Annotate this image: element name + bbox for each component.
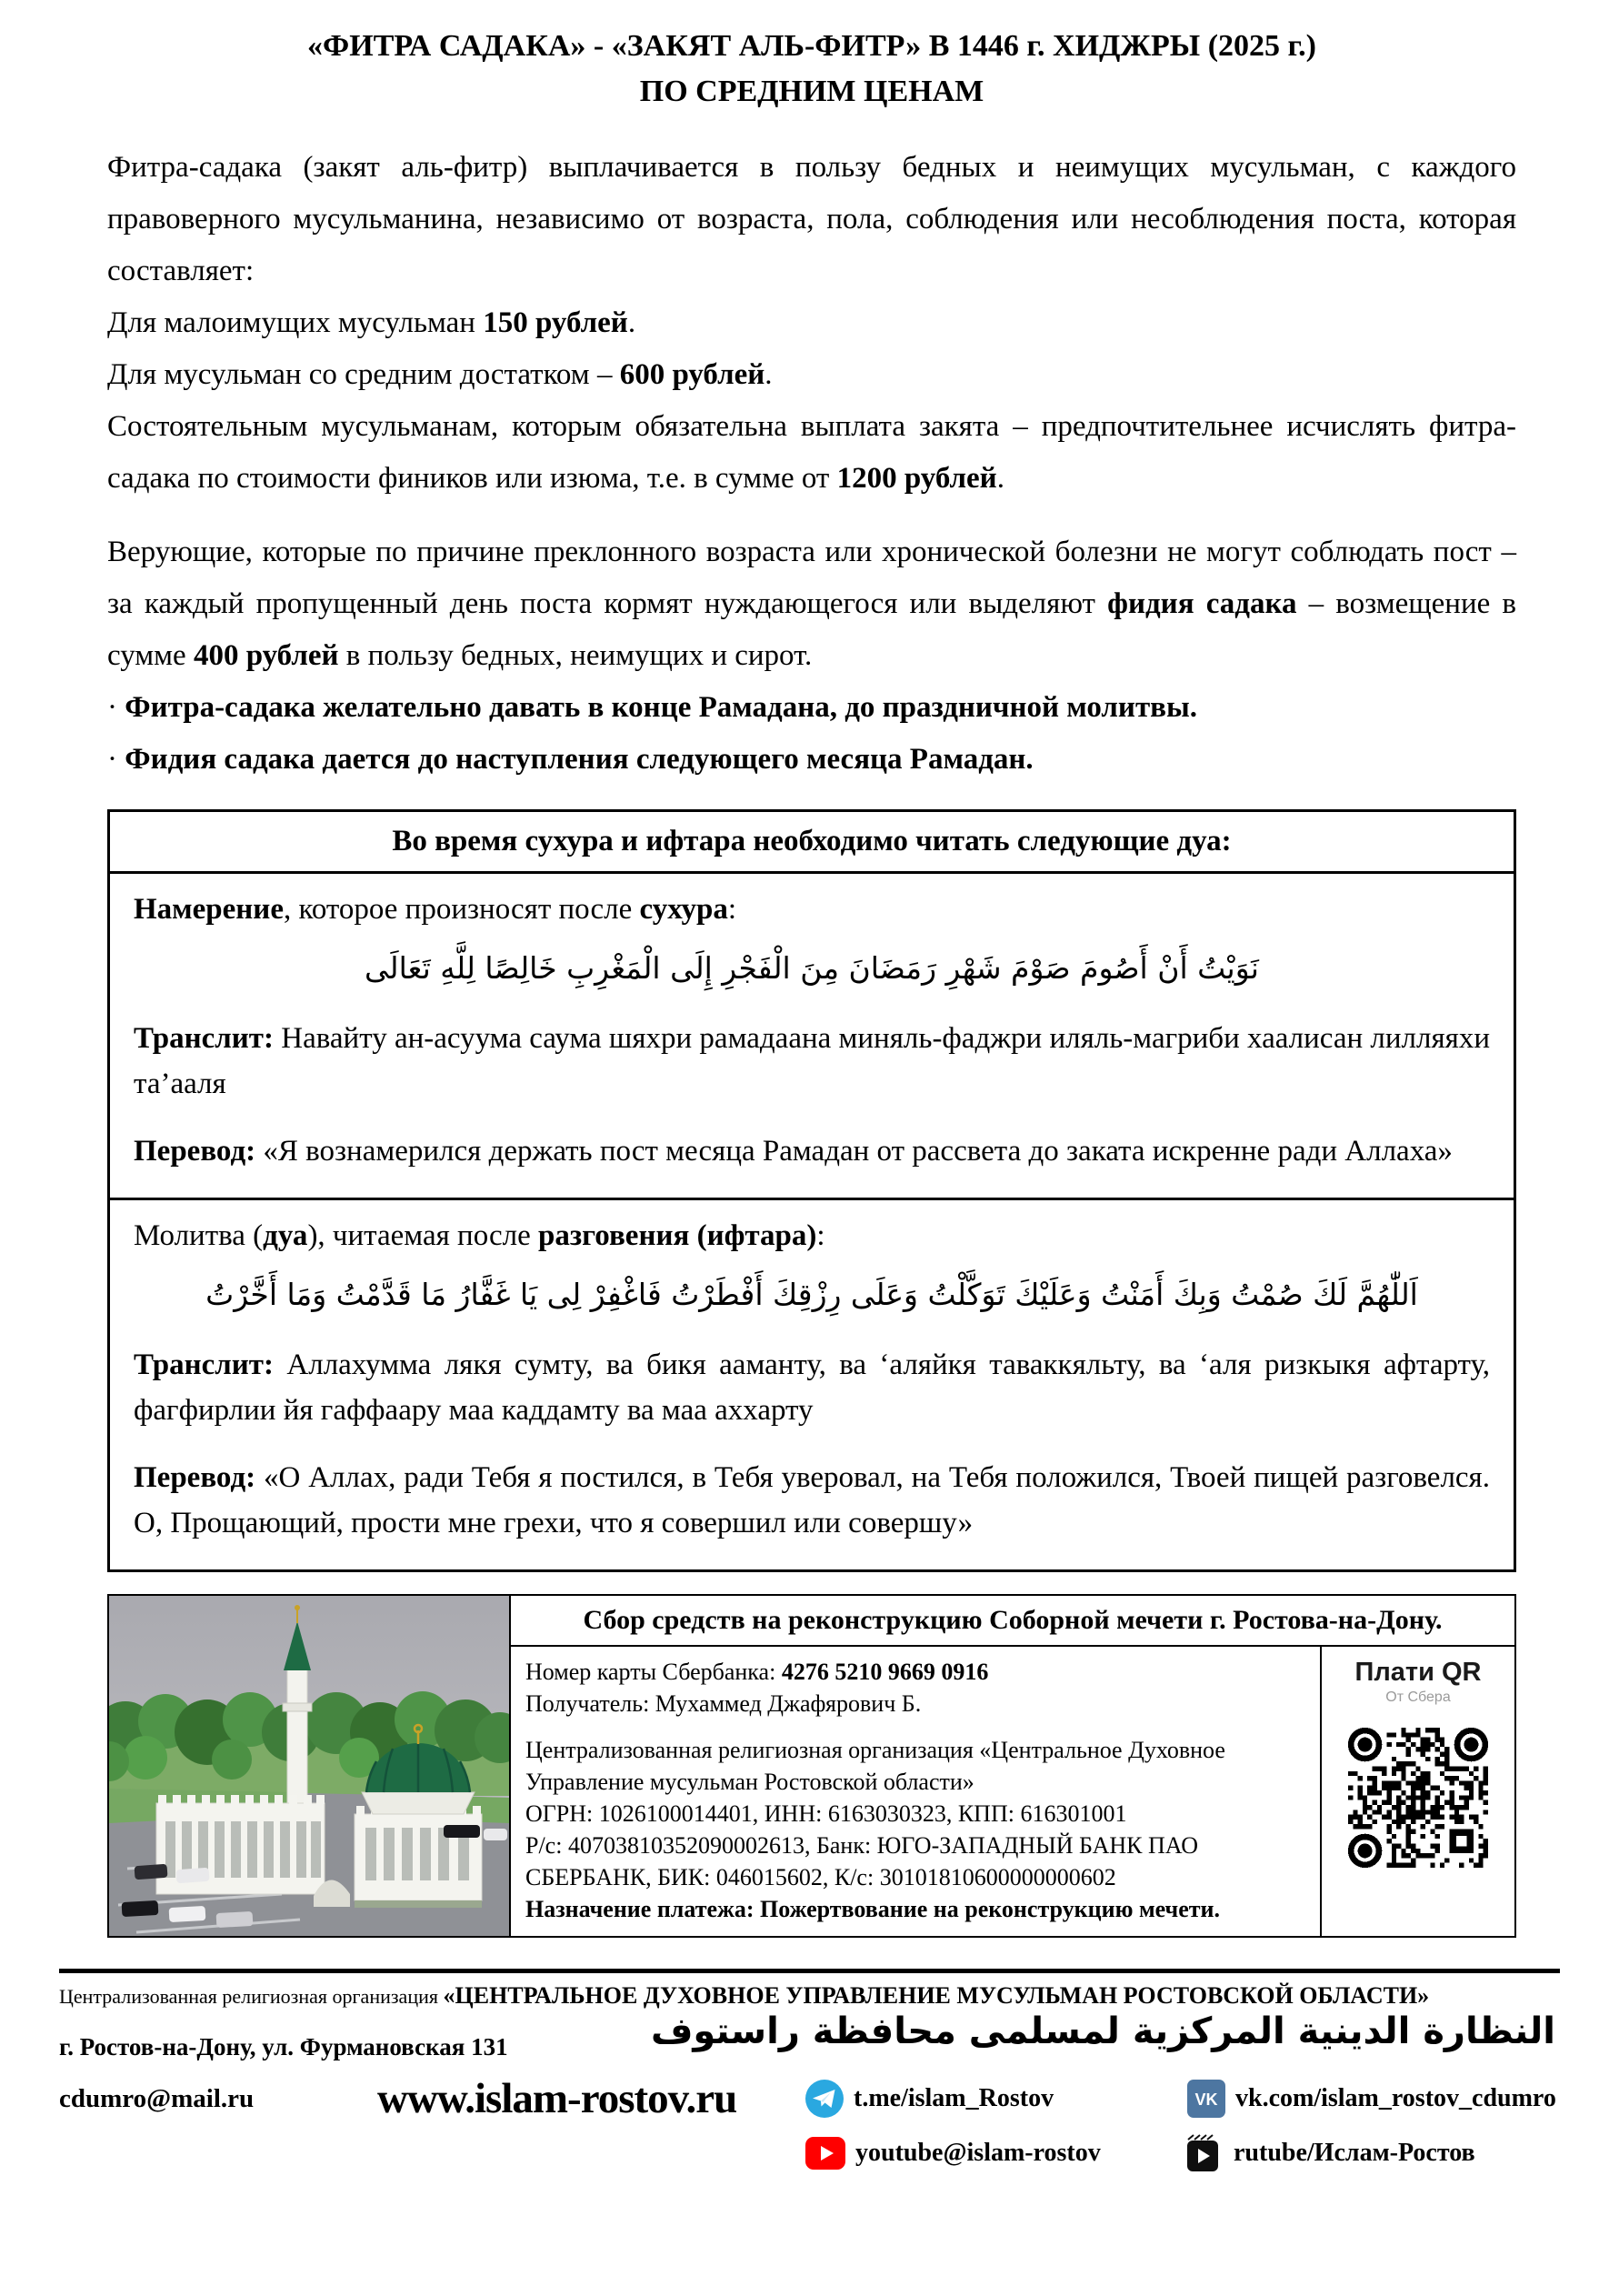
rutube-icon bbox=[1186, 2134, 1224, 2172]
donation-requisites bbox=[511, 1647, 1320, 1936]
donation-header: Сбор средств на реконструкцию Соборной мечети г. Ростова-на-Дону. bbox=[511, 1596, 1514, 1647]
dua-table bbox=[107, 809, 1516, 1572]
qr-panel bbox=[1320, 1647, 1514, 1936]
footer-arabic-name: النظارة الدينية المركزية لمسلمى محافظة راستوف bbox=[650, 2010, 1555, 2052]
qr-code bbox=[1322, 1728, 1514, 1872]
intro-paragraph bbox=[107, 142, 1516, 297]
rate-low-amount: 150 рублей bbox=[483, 306, 628, 339]
card-number-line: Номер карты Сбербанка: 4276 5210 9669 0916 bbox=[525, 1659, 989, 1685]
recipient-line: Получатель: Мухаммед Джафярович Б. bbox=[525, 1690, 922, 1717]
dua-table-header: Во время сухура и ифтара необходимо читать следующие дуа: bbox=[392, 825, 1232, 857]
youtube-icon bbox=[805, 2135, 846, 2171]
donation-box bbox=[107, 1594, 1516, 1938]
plati-qr-sub: От Сбера bbox=[1385, 1689, 1451, 1705]
bullet-icon: · bbox=[107, 691, 117, 724]
prayer-hall bbox=[156, 1795, 350, 1907]
card-number: 4276 5210 9669 0916 bbox=[781, 1659, 989, 1685]
fidya-amount: 400 рублей bbox=[193, 639, 339, 672]
footer bbox=[0, 1969, 1619, 2172]
bullet-icon: · bbox=[107, 743, 117, 776]
svg-text:VK: VK bbox=[1194, 2090, 1218, 2109]
payment-purpose: Назначение платежа: Пожертвование на реконструкцию мечети. bbox=[525, 1896, 1221, 1922]
rate-mid-income: Для мусульман со средним достатком – 600 рублей. bbox=[107, 358, 773, 391]
title-line-1: «ФИТРА САДАКА» - «ЗАКЯТ АЛЬ-ФИТР» В 1446 г. ХИДЖРЫ (2025 г.) bbox=[307, 29, 1316, 63]
footer-org-name: «ЦЕНТРАЛЬНОЕ ДУХОВНОЕ УПРАВЛЕНИЕ МУСУЛЬМАН РОСТОВСКОЙ ОБЛАСТИ» bbox=[443, 1982, 1430, 2009]
suhoor-translit: Транслит: Навайту ан-асуума саума шяхри рамадаана миняль-фаджри иляль-магриби хаалисан лилляяхи та’ааля bbox=[134, 1022, 1490, 1100]
vk-link[interactable]: VK vk.com/islam_rostov_cdumro bbox=[1186, 2079, 1560, 2119]
footer-org-line: Централизованная религиозная организация «ЦЕНТРАЛЬНОЕ ДУХОВНОЕ УПРАВЛЕНИЕ МУСУЛЬМАН РОСТОВСКОЙ ОБЛАСТИ» bbox=[59, 1982, 1430, 2009]
iftar-translit: Транслит: Аллахумма лякя сумту, ва бикя ааманту, ва ‘аляйкя таваккяльту, ва ‘аля ризкыкя афтарту, фагфирлии йя гаффаару маа каддамту ва маа аххарту bbox=[134, 1349, 1490, 1427]
page-title bbox=[107, 24, 1516, 115]
rate-low-income: Для малоимущих мусульман 150 рублей. bbox=[107, 306, 636, 339]
telegram-link[interactable]: t.me/islam_Rostov bbox=[805, 2079, 1186, 2119]
iftar-arabic-dua: اَللّٰهُمَّ لَكَ صُمْتُ وَبِكَ أَمَنْتُ وَعَلَيْكَ تَوَكَّلْتُ وَعَلَى رِزْقِكَ أَفْطَرْتُ فَاغْفِرْ لِى يَا غَفَّارُ مَا قَدَّمْتُ وَمَا أَخَّرْتُ bbox=[205, 1277, 1418, 1312]
requisites-line-1: ОГРН: 1026100014401, ИНН: 6163030323, КПП: 616301001 bbox=[525, 1800, 1127, 1827]
footer-divider bbox=[59, 1969, 1560, 1973]
organization-line: Централизованная религиозная организация «Центральное Духовное Управление мусульман Ростовской области» bbox=[525, 1737, 1225, 1795]
rate-mid-amount: 600 рублей bbox=[619, 358, 765, 391]
suhoor-intro: Намерение, которое произносят после сухура: bbox=[134, 893, 736, 926]
iftar-translation: Перевод: «О Аллах, ради Тебя я постился, в Тебя уверовал, на Тебя положился, Твоей пищей разговелся. О, Прощающий, прости мне грехи, что я совершил или совершу» bbox=[134, 1461, 1490, 1539]
fidya-paragraph: Верующие, которые по причине преклонного возраста или хронической болезни не могут соблюдать пост – за каждый пропущенный день поста кормят нуждающегося или выделяют фидия садака – возмещение в сумме 400 рублей в пользу бедных, неимущих и сирот. bbox=[107, 536, 1517, 672]
title-line-2: ПО СРЕДНИМ ЦЕНАМ bbox=[639, 75, 984, 108]
dua-row-iftar bbox=[110, 1198, 1514, 1569]
fidya-label: фидия садака bbox=[1107, 587, 1297, 620]
footer-address: г. Ростов-на-Дону, ул. Фурмановская 131 bbox=[59, 2033, 508, 2060]
email-link[interactable]: cdumro@mail.ru bbox=[59, 2083, 255, 2113]
requisites-line-2: Р/с: 40703810352090002613, Банк: ЮГО-ЗАПАДНЫЙ БАНК ПАО СБЕРБАНК, БИК: 046015602, К/с: 30101810600000000602 bbox=[525, 1832, 1199, 1890]
dua-row-suhoor bbox=[110, 871, 1514, 1198]
donation-details bbox=[511, 1596, 1514, 1936]
rate-wealthy: Состоятельным мусульманам, которым обязательна выплата закята – предпочтительнее исчислять фитра-садака по стоимости фиников или изюма, т.е. в сумме от 1200 рублей. bbox=[107, 410, 1516, 495]
telegram-icon bbox=[805, 2079, 844, 2119]
intro-text: Фитра-садака (закят аль-фитр) выплачивается в пользу бедных и неимущих мусульман, с каждого правоверного мусульманина, независимо от возраста, пола, соблюдения или несоблюдения поста, которая составляет: bbox=[107, 151, 1516, 287]
youtube-link[interactable]: youtube@islam-rostov bbox=[805, 2135, 1186, 2171]
rate-wealthy-amount: 1200 рублей bbox=[836, 462, 997, 495]
mosque-image bbox=[109, 1596, 511, 1936]
note-fitra-timing: · Фитра-садака желательно давать в конце Рамадана, до праздничной молитвы. bbox=[107, 691, 1197, 724]
website-link[interactable]: www.islam-rostov.ru bbox=[377, 2075, 737, 2122]
iftar-intro: Молитва (дуа), читаемая после разговения (ифтара): bbox=[134, 1219, 825, 1252]
rutube-link[interactable]: rutube/Ислам-Ростов bbox=[1186, 2134, 1560, 2172]
vk-icon bbox=[1186, 2079, 1226, 2119]
note-fidya-timing: · Фидия садака дается до наступления следующего месяца Рамадан. bbox=[107, 743, 1034, 776]
plati-qr-logo: Плати QR bbox=[1354, 1658, 1482, 1687]
suhoor-translation: Перевод: «Я вознамерился держать пост месяца Рамадан от рассвета до заката искренне ради Аллаха» bbox=[134, 1135, 1453, 1168]
footer-links bbox=[59, 2074, 1560, 2172]
suhoor-arabic-dua: نَوَيْتُ أَنْ أَصُومَ صَوْمَ شَهْرِ رَمَضَانَ مِنَ الْفَجْرِ إِلَى الْمَغْرِبِ خَالِصًا لِلَّهِ تَعَالَى bbox=[365, 950, 1259, 986]
